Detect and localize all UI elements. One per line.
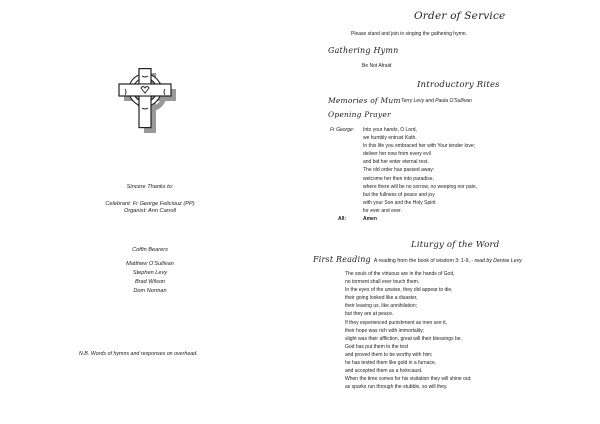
reading-line: slight was their affliction, great will their blessings be. <box>345 335 462 342</box>
reading-line: If they experienced punishment as men see it, <box>345 319 448 326</box>
reading-line: When the time comes for his visitation they will shine out; <box>345 376 472 383</box>
reading-line: The souls of the virtuous are in the hands of God, <box>345 271 455 277</box>
prayer-line: Into your hands, O Lord, <box>363 127 417 133</box>
coffin-bearers-block <box>0 246 300 296</box>
memories-speakers: Terry Levy and Paula O'Sullivan <box>401 98 472 104</box>
right-panel <box>300 0 600 424</box>
prayer-line: with your Son and the Holy Spirit <box>363 199 436 206</box>
opening-prayer-text <box>330 126 477 223</box>
introductory-rites-heading: Introductory Rites <box>417 80 500 90</box>
bearer-name: Dom Norman <box>133 288 167 294</box>
gathering-hymn-title: Be Not Afraid <box>362 63 392 69</box>
reading-line: their hope was rich with immortality; <box>345 327 425 334</box>
bearer-name: Stephen Levy <box>132 270 168 276</box>
bearer-name: Brad Wilson <box>134 279 166 285</box>
reading-line: but they are at peace. <box>345 311 394 318</box>
reading-line: In the eyes of the unwise, they did appear to die, <box>345 287 453 294</box>
first-reading-reader: read by Denise Levy <box>474 258 522 264</box>
bearers-heading: Coffin Bearers <box>132 247 168 253</box>
prayer-line: we humbly entrust Kath. <box>363 135 417 142</box>
bearer-name: Matthew O'Sullivan <box>126 261 174 267</box>
order-of-service-title: Order of Service <box>414 10 506 22</box>
all-label: All: <box>338 216 347 223</box>
first-reading-heading: First Reading <box>313 255 371 264</box>
reading-line: and accepted them as a holocaust. <box>345 368 423 375</box>
celebrant-label: Fr George: <box>330 127 355 133</box>
prayer-line: welcome her then into paradise, <box>363 175 434 182</box>
opening-prayer-heading: Opening Prayer <box>328 110 391 119</box>
prayer-line: but the fullness of peace and joy <box>363 191 435 198</box>
celebrant-credit: Celebrant: Fr George Feliciouz (PP) <box>105 200 195 207</box>
overhead-note: N.B. Words of hymns and responses on overhead. <box>79 351 198 357</box>
prayer-line: and bid her enter eternal rest. <box>363 159 429 166</box>
organist-credit: Organist: Ann Carroll <box>123 208 177 215</box>
prayer-line: In this life you embraced her with Your tender love; <box>363 143 476 150</box>
liturgy-of-the-word-heading: Liturgy of the Word <box>411 240 500 250</box>
prayer-line: for ever and ever. <box>363 207 402 214</box>
first-reading-text <box>345 270 471 391</box>
first-reading-line <box>313 255 522 264</box>
reading-line: he has tested them like gold in a furnace, <box>345 360 437 367</box>
first-reading-description: A reading from the book of wisdom 3: 1-9, - <box>373 258 474 264</box>
prayer-line: The old order has passed away: <box>363 167 435 174</box>
reading-line: their leaving us, like annihilation; <box>345 303 417 310</box>
reading-line: and proved them to be worthy with him; <box>345 351 433 358</box>
reading-line: their going looked like a disaster, <box>345 295 418 302</box>
prayer-line: where there will be no sorrow, no weeping nor pain, <box>363 183 477 190</box>
amen-response: Amen <box>363 216 377 223</box>
intro-note: Please stand and join in singing the gathering hymn. <box>351 31 467 37</box>
prayer-line: deliver her now from every evil <box>363 151 431 158</box>
celtic-cross-icon <box>117 68 183 134</box>
thanks-block <box>0 184 300 216</box>
thanks-heading: Sincere Thanks to: <box>126 184 174 190</box>
reading-line: God has put them to the test <box>345 343 409 350</box>
memories-heading: Memories of Mum <box>328 96 401 105</box>
reading-line: as sparks run through the stubble, so will they. <box>345 384 448 391</box>
reading-line: no torment shall ever touch them. <box>345 279 420 286</box>
gathering-hymn-heading: Gathering Hymn <box>328 46 399 55</box>
